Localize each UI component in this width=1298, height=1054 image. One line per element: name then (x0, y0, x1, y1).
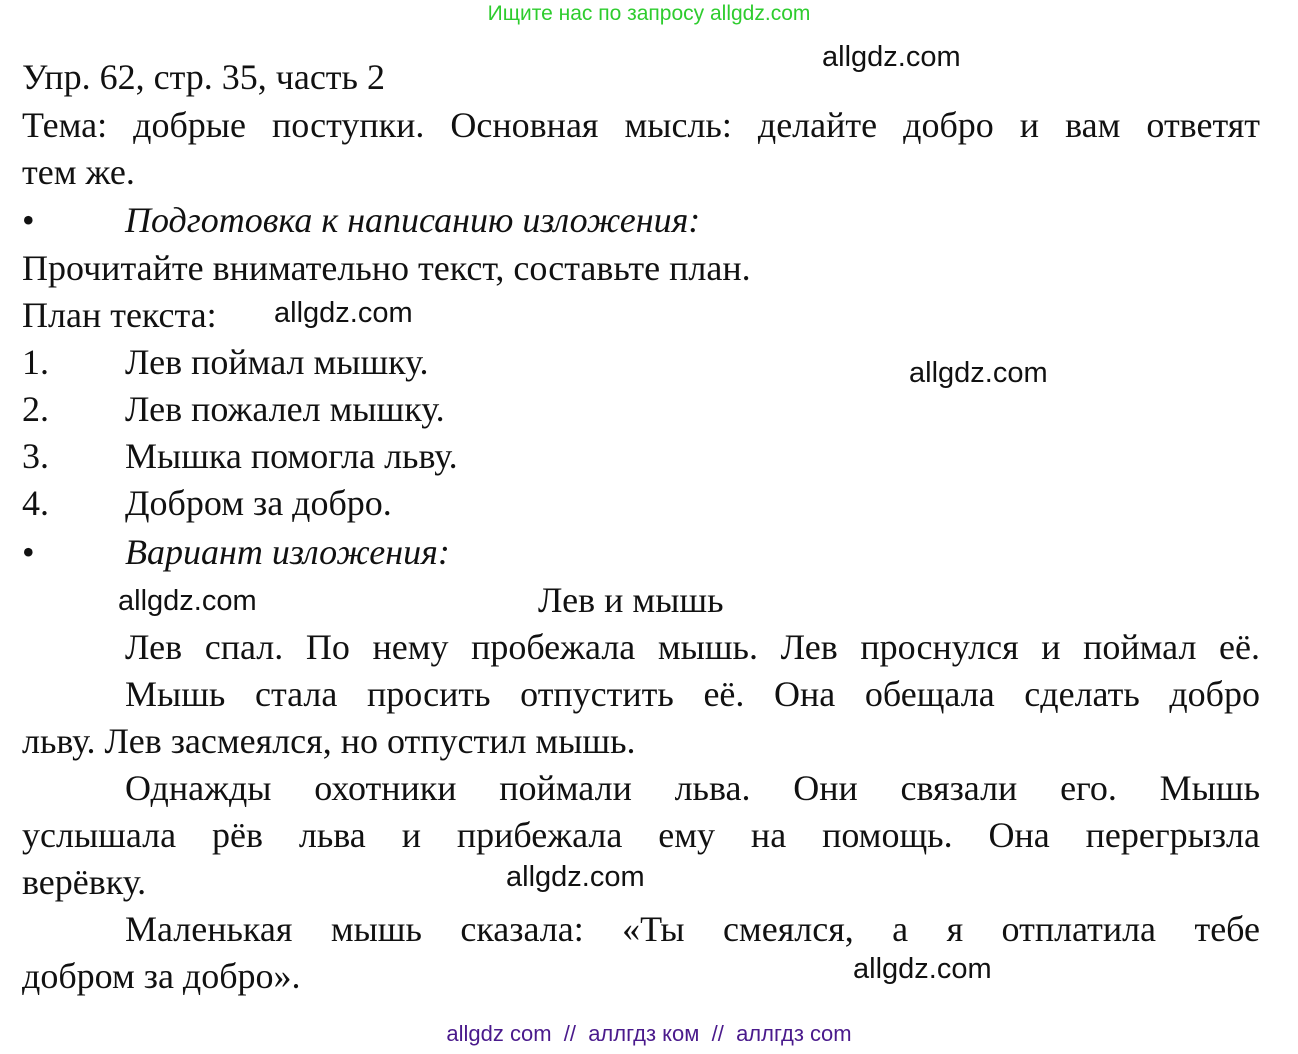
story-line: услышала рёв льва и прибежала ему на помощь. Она перегрызла (22, 815, 1260, 855)
theme-line-2: тем же. (22, 152, 135, 192)
story-line: Мышь стала просить отпустить её. Она обещала сделать добро (125, 674, 1260, 714)
watermark: allgdz.com (909, 357, 1048, 389)
plan-num: 2. (22, 389, 49, 429)
plan-label: План текста: (22, 295, 217, 335)
story-line: Маленькая мышь сказала: «Ты смеялся, а я отплатила тебе (125, 909, 1260, 949)
watermark: allgdz.com (118, 585, 257, 617)
watermark: allgdz.com (853, 953, 992, 985)
story-line: добром за добро». (22, 956, 301, 996)
watermark: allgdz.com (822, 41, 961, 73)
plan-num: 1. (22, 342, 49, 382)
plan-num: 4. (22, 483, 49, 523)
instruction: Прочитайте внимательно текст, составьте план. (22, 248, 751, 288)
story-line: льву. Лев засмеялся, но отпустил мышь. (22, 721, 636, 761)
plan-item: Мышка помогла льву. (125, 436, 458, 476)
plan-item: Лев поймал мышку. (125, 342, 429, 382)
exercise-title: Упр. 62, стр. 35, часть 2 (22, 57, 385, 97)
story-line: верёвку. (22, 862, 147, 902)
plan-item: Добром за добро. (125, 483, 392, 523)
bullet-2: • (22, 532, 35, 572)
bullet-1: • (22, 200, 35, 240)
plan-num: 3. (22, 436, 49, 476)
plan-item: Лев пожалел мышку. (125, 389, 445, 429)
theme-line-1: Тема: добрые поступки. Основная мысль: делайте добро и вам ответят (22, 105, 1260, 145)
bottom-banner-text: allgdz com // аллгдз ком // аллгдз com (446, 1021, 852, 1046)
story-title: Лев и мышь (538, 580, 724, 620)
watermark: allgdz.com (274, 297, 413, 329)
watermark: allgdz.com (506, 861, 645, 893)
story-line: Лев спал. По нему пробежала мышь. Лев проснулся и поймал её. (125, 627, 1260, 667)
bottom-banner (0, 1021, 1298, 1047)
section-heading-variant: Вариант изложения: (125, 532, 450, 572)
story-line: Однажды охотники поймали льва. Они связали его. Мышь (125, 768, 1260, 808)
section-heading-preparation: Подготовка к написанию изложения: (125, 200, 701, 240)
top-banner: Ищите нас по запросу allgdz.com (487, 2, 811, 25)
